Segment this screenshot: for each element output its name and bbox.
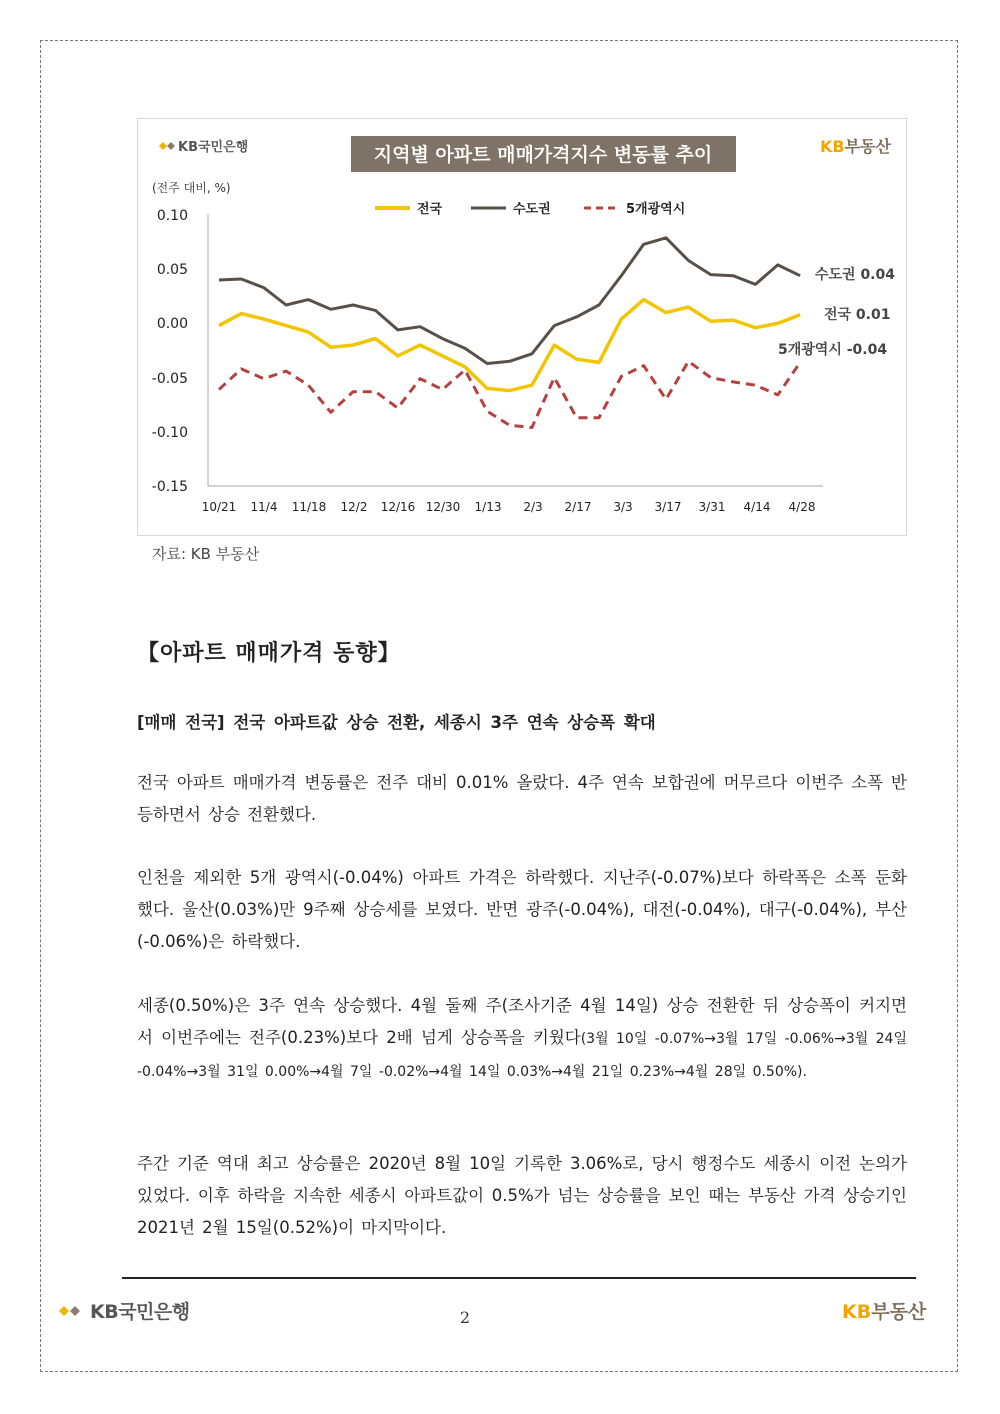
paragraph-sejong xyxy=(137,990,907,1088)
x-tick-label: 12/30 xyxy=(425,500,461,514)
star-icon xyxy=(159,142,175,150)
x-tick-label: 11/4 xyxy=(250,500,278,514)
x-tick-label: 2/17 xyxy=(564,500,592,514)
section-title: 【아파트 매매가격 동향】 xyxy=(137,641,401,666)
end-label-capital: 수도권 0.04 xyxy=(815,267,895,283)
x-tick-label: 12/2 xyxy=(340,500,368,514)
line-chart xyxy=(138,119,908,537)
end-label-metro5: 5개광역시 -0.04 xyxy=(778,342,888,358)
paragraph-sejong-main: 세종(0.50%)은 3주 연속 상승했다. 4월 둘째 주(조사기준 4월 14일) 상승 전환한 뒤 상승폭이 커지면서 이번주에는 전주(0.23%)보다 2배 넘게 상승폭을 키웠다 xyxy=(137,996,907,1047)
y-tick-label: -0.10 xyxy=(151,425,188,441)
paragraph-national: 전국 아파트 매매가격 변동률은 전주 대비 0.01% 올랐다. 4주 연속 보합권에 머무르다 이번주 소폭 반등하면서 상승 전환했다. xyxy=(137,773,907,824)
footer-bank-name: KB국민은행 xyxy=(90,1301,190,1323)
chart-legend xyxy=(375,201,685,217)
paragraph-metro5: 인천을 제외한 5개 광역시(-0.04%) 아파트 가격은 하락했다. 지난주(-0.07%)보다 하락폭은 소폭 둔화했다. 울산(0.03%)만 9주째 상승세를 보였다. 반면 광주(-0.04%), 대전(-0.04%), 대구(-0.04%), 부산(-0.06%)은 하락했다. xyxy=(137,868,907,951)
x-tick-label: 4/14 xyxy=(743,500,771,514)
bank-logo-text: KB국민은행 xyxy=(178,140,249,155)
footer-brand-rest: 부동산 xyxy=(871,1301,927,1323)
x-tick-label: 4/28 xyxy=(788,500,816,514)
footer-realestate-logo xyxy=(842,1297,926,1324)
legend-label-capital: 수도권 xyxy=(513,202,551,217)
x-tick-label: 3/31 xyxy=(698,500,726,514)
star-icon xyxy=(58,1302,84,1320)
chart-title: 지역별 아파트 매매가격지수 변동률 추이 xyxy=(373,144,713,166)
x-tick-label: 3/3 xyxy=(613,500,633,514)
legend-label-metro5: 5개광역시 xyxy=(626,202,686,217)
footer-brand-kb: KB xyxy=(842,1301,872,1323)
kb-realestate-logo: KB부동산 xyxy=(820,137,891,156)
x-tick-label: 3/17 xyxy=(654,500,682,514)
x-tick-label: 10/21 xyxy=(201,500,237,514)
x-tick-label: 11/18 xyxy=(291,500,327,514)
y-axis-unit-label: (전주 대비, %) xyxy=(152,181,231,195)
end-label-national: 전국 0.01 xyxy=(824,307,891,323)
sub-title: [매매 전국] 전국 아파트값 상승 전환, 세종시 3주 연속 상승폭 확대 xyxy=(137,713,656,732)
page-number: 2 xyxy=(459,1308,471,1327)
chart-source: 자료: KB 부동산 xyxy=(152,545,260,563)
y-tick-label: -0.15 xyxy=(151,479,188,495)
series-line-capital xyxy=(219,238,800,364)
legend-label-national: 전국 xyxy=(417,202,443,217)
footer-bank-logo xyxy=(58,1297,190,1324)
series-line-national xyxy=(219,300,800,391)
x-tick-label: 12/16 xyxy=(380,500,416,514)
y-tick-label: 0.00 xyxy=(156,316,188,332)
kb-bank-logo xyxy=(159,139,248,155)
chart-container xyxy=(137,118,907,536)
paragraph-sejong-detail: (3월 10일 -0.07%→3월 17일 -0.06%→3월 24일 -0.04%→3월 31일 0.00%→4월 7일 -0.02%→4월 14일 0.03%→4월 21일 0.23%→4월 28일 0.50%). xyxy=(137,1031,907,1080)
series-line-metro5 xyxy=(219,361,800,427)
y-tick-label: -0.05 xyxy=(151,371,188,387)
paragraph-record: 주간 기준 역대 최고 상승률은 2020년 8월 10일 기록한 3.06%로, 당시 행정수도 세종시 이전 논의가 있었다. 이후 하락을 지속한 세종시 아파트값이 0.5%가 넘는 상승률을 보인 때는 부동산 가격 상승기인 2021년 2월 15일(0.52%)이 마지막이다. xyxy=(137,1154,907,1237)
y-tick-label: 0.10 xyxy=(156,208,188,224)
y-tick-label: 0.05 xyxy=(156,262,188,278)
x-tick-label: 1/13 xyxy=(474,500,502,514)
footer-divider xyxy=(122,1277,916,1279)
x-tick-label: 2/3 xyxy=(523,500,543,514)
